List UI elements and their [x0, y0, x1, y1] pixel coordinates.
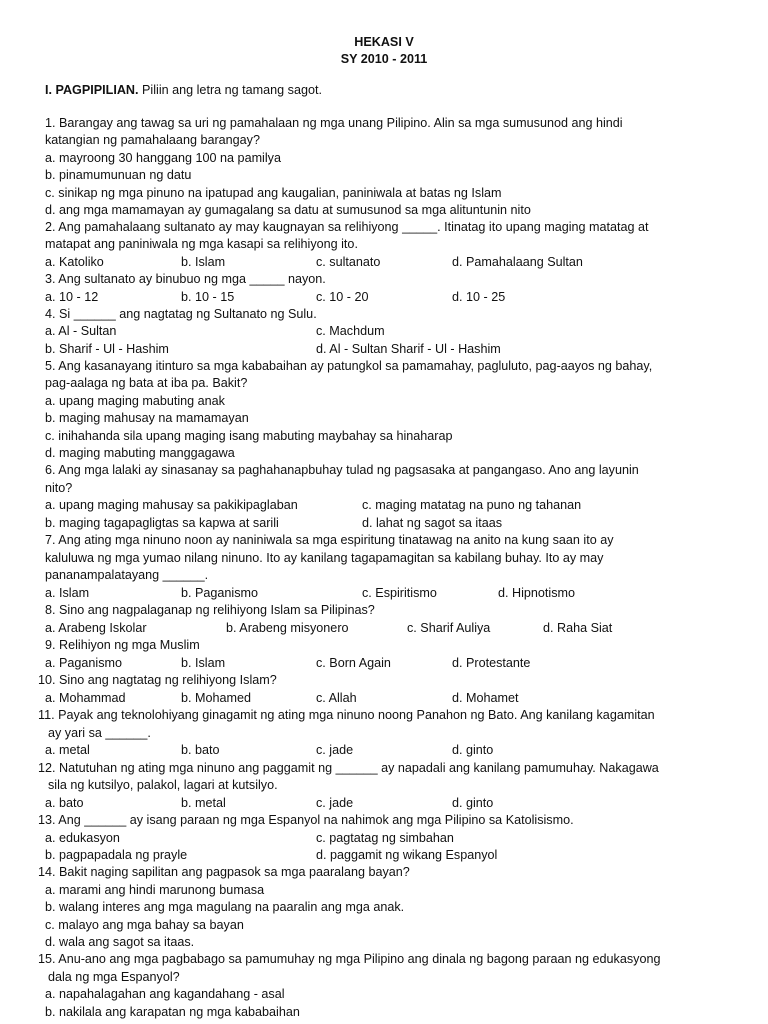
question-1-choice-d: d. ang mga mamamayan ay gumagalang sa datu at sumusunod sa mga alituntunin nito: [45, 203, 531, 217]
question-12-line-1: 12. Natutuhan ng ating mga ninuno ang paggamit ng ______ ay napadali ang kanilang pamumuhay. Nakagawa: [38, 761, 659, 775]
question-4: 4. Si ______ ang nagtatag ng Sultanato ng Sulu.: [45, 307, 317, 321]
question-9: 9. Relihiyon ng mga Muslim: [45, 638, 200, 652]
question-2-line-1: 2. Ang pamahalaang sultanato ay may kaugnayan sa relihiyong _____. Itinatag ito upang maging matatag at: [45, 220, 649, 234]
question-7-choice-a: a. Islam: [45, 586, 90, 600]
question-6-line-2: nito?: [45, 481, 73, 495]
question-4-choice-b: b. Sharif - Ul - Hashim: [45, 342, 169, 356]
question-3: 3. Ang sultanato ay binubuo ng mga _____ nayon.: [45, 272, 326, 286]
question-7-choice-c: c. Espiritismo: [362, 586, 437, 600]
instructions-text: Piliin ang letra ng tamang sagot.: [142, 83, 322, 97]
question-11-choice-a: a. metal: [45, 743, 90, 757]
question-4-choice-a: a. Al - Sultan: [45, 324, 117, 338]
question-15-line-1: 15. Anu-ano ang mga pagbabago sa pamumuhay ng mga Pilipino ang dinala ng bagong paraan ng edukasyong: [38, 952, 661, 966]
question-10-choice-c: c. Allah: [316, 691, 357, 705]
question-14-choice-b: b. walang interes ang mga magulang na paaralin ang mga anak.: [45, 900, 405, 914]
question-12-choice-d: d. ginto: [452, 796, 494, 810]
document-subtitle: SY 2010 - 2011: [340, 52, 428, 66]
question-9-choice-b: b. Islam: [181, 656, 226, 670]
question-5-line-2: pag-aalaga ng bata at iba pa. Bakit?: [45, 376, 248, 390]
question-2-choice-b: b. Islam: [181, 255, 226, 269]
question-4-choice-c: c. Machdum: [316, 324, 385, 338]
instructions-label: I. PAGPIPILIAN.: [45, 83, 139, 97]
question-6-choice-a: a. upang maging mahusay sa pakikipaglaban: [45, 498, 298, 512]
question-5-choice-b: b. maging mahusay na mamamayan: [45, 411, 249, 425]
question-9-choice-c: c. Born Again: [316, 656, 391, 670]
question-14-choice-a: a. marami ang hindi marunong bumasa: [45, 883, 265, 897]
question-8-choice-a: a. Arabeng Iskolar: [45, 621, 147, 635]
question-14-choice-d: d. wala ang sagot sa itaas.: [45, 935, 195, 949]
question-2-line-2: matapat ang paniniwala ng mga kasapi sa relihiyong ito.: [45, 237, 358, 251]
question-1-choice-b: b. pinamumunuan ng datu: [45, 168, 192, 182]
question-10-choice-d: d. Mohamet: [452, 691, 519, 705]
question-1-choice-c: c. sinikap ng mga pinuno na ipatupad ang kaugalian, paniniwala at batas ng Islam: [45, 186, 502, 200]
question-5-choice-c: c. inihahanda sila upang maging isang mabuting maybahay sa hinaharap: [45, 429, 453, 443]
question-11-choice-d: d. ginto: [452, 743, 494, 757]
question-1-line-2: katangian ng pamahalaang barangay?: [45, 133, 260, 147]
question-13-choice-b: b. pagpapadala ng prayle: [45, 848, 188, 862]
question-3-choice-b: b. 10 - 15: [181, 290, 235, 304]
question-15-line-2: dala ng mga Espanyol?: [48, 970, 180, 984]
question-11-choice-c: c. jade: [316, 743, 354, 757]
question-6-choice-b: b. maging tagapagligtas sa kapwa at sarili: [45, 516, 279, 530]
question-8-choice-c: c. Sharif Auliya: [407, 621, 491, 635]
document-title: HEKASI V: [354, 35, 414, 49]
question-10: 10. Sino ang nagtatag ng relihiyong Islam?: [38, 673, 277, 687]
question-5-choice-d: d. maging mabuting manggagawa: [45, 446, 235, 460]
question-4-choice-d: d. Al - Sultan Sharif - Ul - Hashim: [316, 342, 501, 356]
question-13-choice-d: d. paggamit ng wikang Espanyol: [316, 848, 498, 862]
question-13: 13. Ang ______ ay isang paraan ng mga Espanyol na nahimok ang mga Pilipino sa Katolisismo.: [38, 813, 574, 827]
question-8: 8. Sino ang nagpalaganap ng relihiyong Islam sa Pilipinas?: [45, 603, 375, 617]
question-3-choice-a: a. 10 - 12: [45, 290, 99, 304]
question-5-choice-a: a. upang maging mabuting anak: [45, 394, 225, 408]
question-2-choice-c: c. sultanato: [316, 255, 381, 269]
question-8-choice-b: b. Arabeng misyonero: [226, 621, 349, 635]
question-11-line-1: 11. Payak ang teknolohiyang ginagamit ng ating mga ninuno noong Panahon ng Bato. Ang kanilang kagamitan: [38, 708, 655, 722]
question-15-choice-a: a. napahalagahan ang kagandahang - asal: [45, 987, 285, 1001]
question-8-choice-d: d. Raha Siat: [543, 621, 613, 635]
question-6-choice-d: d. lahat ng sagot sa itaas: [362, 516, 503, 530]
question-13-choice-c: c. pagtatag ng simbahan: [316, 831, 454, 845]
question-11-choice-b: b. bato: [181, 743, 220, 757]
question-6-line-1: 6. Ang mga lalaki ay sinasanay sa paghahanapbuhay tulad ng pagsasaka at pangangaso. Ano ang layunin: [45, 463, 639, 477]
question-7-choice-d: d. Hipnotismo: [498, 586, 575, 600]
question-7-choice-b: b. Paganismo: [181, 586, 259, 600]
question-11-line-2: ay yari sa ______.: [48, 726, 151, 740]
question-12-choice-a: a. bato: [45, 796, 84, 810]
question-10-choice-b: b. Mohamed: [181, 691, 252, 705]
question-2-choice-a: a. Katoliko: [45, 255, 104, 269]
question-1-choice-a: a. mayroong 30 hanggang 100 na pamilya: [45, 151, 281, 165]
question-6-choice-c: c. maging matatag na puno ng tahanan: [362, 498, 582, 512]
question-14-choice-c: c. malayo ang mga bahay sa bayan: [45, 918, 244, 932]
question-7-line-1: 7. Ang ating mga ninuno noon ay naniniwala sa mga espiritung tinatawag na anito na kung saan ito ay: [45, 533, 614, 547]
question-13-choice-a: a. edukasyon: [45, 831, 120, 845]
question-15-choice-b: b. nakilala ang karapatan ng mga kababaihan: [45, 1005, 300, 1019]
question-10-choice-a: a. Mohammad: [45, 691, 126, 705]
instructions: [45, 82, 322, 99]
question-12-line-2: sila ng kutsilyo, palakol, lagari at kutsilyo.: [48, 778, 278, 792]
question-7-line-2: kaluluwa ng mga yumao nilang ninuno. Ito ay kanilang tagapamagitan sa kabilang buhay. Ito ay may: [45, 551, 604, 565]
question-2-choice-d: d. Pamahalaang Sultan: [452, 255, 583, 269]
question-1-line-1: 1. Barangay ang tawag sa uri ng pamahalaan ng mga unang Pilipino. Alin sa mga sumusunod ang hindi: [45, 116, 623, 130]
question-9-choice-a: a. Paganismo: [45, 656, 123, 670]
question-5-line-1: 5. Ang kasanayang itinturo sa mga kababaihan ay patungkol sa pamamahay, pagluluto, pag-aayos ng bahay,: [45, 359, 653, 373]
question-7-line-3: pananampalatayang ______.: [45, 568, 209, 582]
question-3-choice-c: c. 10 - 20: [316, 290, 369, 304]
question-12-choice-c: c. jade: [316, 796, 354, 810]
question-3-choice-d: d. 10 - 25: [452, 290, 506, 304]
question-9-choice-d: d. Protestante: [452, 656, 531, 670]
question-12-choice-b: b. metal: [181, 796, 226, 810]
question-14: 14. Bakit naging sapilitan ang pagpasok sa mga paaralang bayan?: [38, 865, 410, 879]
